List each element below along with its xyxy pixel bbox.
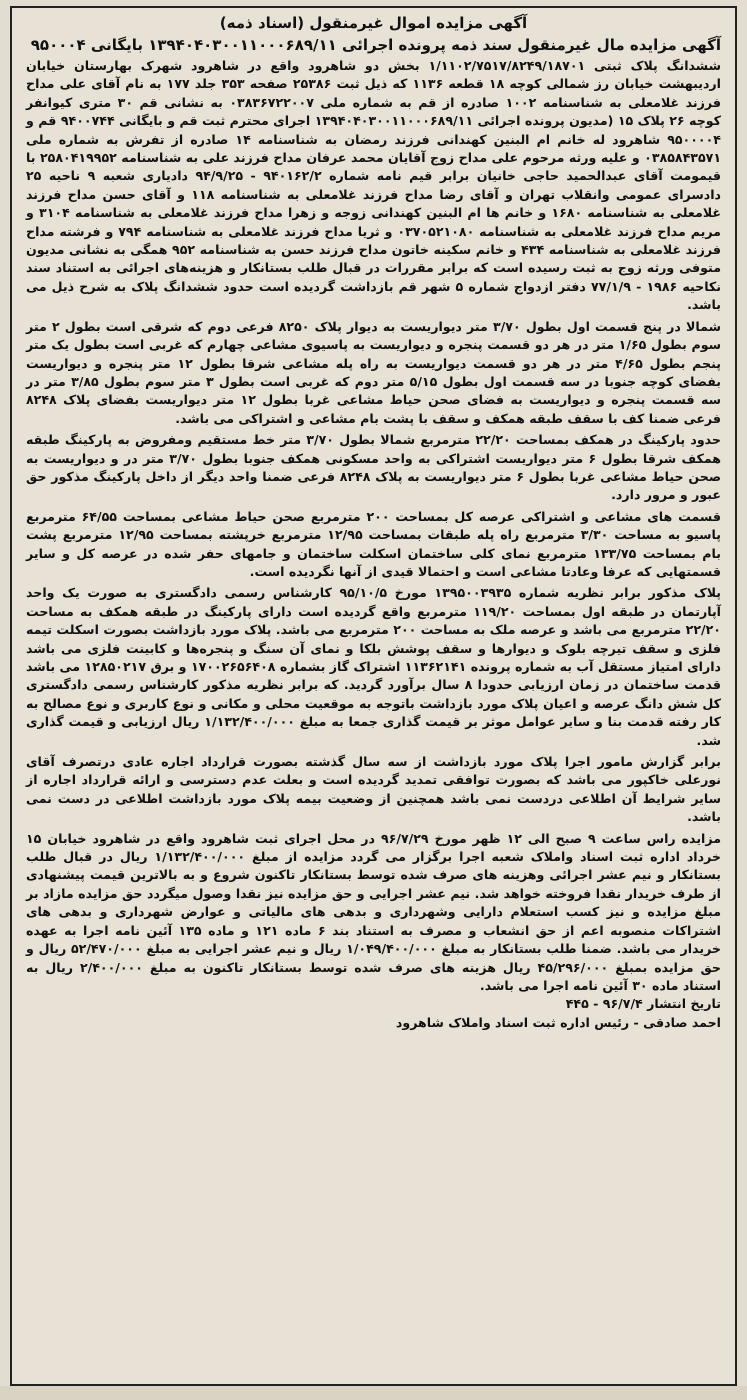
auction-notice [10, 6, 737, 1386]
property-boundaries-paragraph: شمالا در پنج قسمت اول بطول ۳/۷۰ متر دیواریست به دیوار پلاک ۸۲۵۰ فرعی دوم که شرقی است بطول ۲ متر سوم بطول ۱/۶۵ متر در هر دو قسمت پنجره و دیواریست به پاسیوی مشاعی چهارم که غربی است بطول یک متر پنجم بطول ۴/۶۵ متر در هر دو قسمت دیواریست به راه پله مشاعی شرقا بطول ۱۲ متر پنجره و دیواریست بفضای کوچه جنوبا در سه قسمت اول بطول ۵/۱۵ متر دوم که غربی است بطول ۳ متر سوم بطول ۳/۸۵ متر در سه قسمت پنجره و دیواریست به فضای صحن حیاط مشاعی غربا بطول ۱۲ متر دیواریست بفضای پلاک ۸۲۴۸ فرعی ضمنا کف با سقف طبقه همکف و سقف با پشت بام مشاعی و اشتراکی می باشد. [26, 318, 722, 426]
parking-boundaries-paragraph: حدود پارکینگ در همکف بمساحت ۲۲/۲۰ مترمربع شمالا بطول ۳/۷۰ متر خط مستقیم ومفروض به پارکینگ طبقه همکف شرقا بطول ۶ متر دیواریست اشتراکی به واحد مسکونی همکف جنوبا بطول ۳/۷۰ متر در و دیواریست به صحن حیاط مشاعی غربا بطول ۶ متر دیواریست به پلاک ۸۲۴۸ فرعی ضمنا واحد دیگر از داخل پارکینگ مذکور حق عبور و مرور دارد. [26, 432, 721, 503]
common-areas-paragraph: قسمت های مشاعی و اشتراکی عرصه کل بمساحت ۲۰۰ مترمربع صحن حیاط مشاعی بمساحت ۶۴/۵۵ مترمربع پاسیو به مساحت ۳/۳۰ مترمربع راه پله طبقات بمساحت ۱۲/۹۵ مترمربع خرپشته بمساحت ۱۲/۹۵ مترمربع پشت بام بمساحت ۱۳۳/۷۵ مترمربع نمای کلی ساختمان اسکلت ساختمان و جامهای حفر شده در عرصه کل و سایر قسمتهایی که عرفا وعادتا مشاعی است و احتمالا قیدی از آنها نگردیده است. [26, 508, 721, 579]
publish-date: تاریخ انتشار ۹۶/۷/۴ - ۴۴۵ [565, 996, 721, 1012]
auction-terms-paragraph: مزایده راس ساعت ۹ صبح الی ۱۲ ظهر مورخ ۹۶/۷/۲۹ در محل اجرای ثبت شاهرود واقع در شاهرود خیابان ۱۵ خرداد اداره ثبت اسناد واملاک شعبه اجرا برگزار می گردد مزایده از مبلغ ۱/۱۳۲/۴۰۰/۰۰۰ ریال در قبال طلب بستانکار و نیم عشر اجرائی وهزینه های صرف شده توسط بستانکار تاکنون شروع و به بالاترین قیمت پیشنهادی از طرف خریدار نقدا فروخته خواهد شد. نیم عشر اجرایی و حق مزایده نیز نقدا وصول میگردد حق مزایده مازاد بر مبلغ مزایده و نیز کسب استعلام دارایی وشهرداری و بدهی های مالیاتی و عوارض شهرداری و بدهی های اشتراکات منصوبه اعم از حق انشعاب و مصرف به استناد بند ۶ ماده ۱۲۱ و ماده ۱۳۵ آئین نامه اجرا به عهده خریدار می باشد. ضمنا طلب بستانکار به مبلغ ۱/۰۴۹/۴۰۰/۰۰۰ ریال و نیم عشر اجرایی به مبلغ ۵۲/۴۷۰/۰۰۰ ریال و حق مزایده بمبلغ ۴۵/۲۹۶/۰۰۰ ریال هزینه های صرف شده توسط بستانکار تاکنون به مبلغ ۲/۴۰۰/۰۰۰ ریال به استناد ماده ۳۰ آئین نامه اجرا می باشد. [26, 830, 722, 993]
notice-subtitle: آگهی مزایده مال غیرمنقول سند ذمه پرونده اجرائی ۱۳۹۴۰۴۰۳۰۰۱۱۰۰۰۶۸۹/۱۱ بایگانی ۹۵۰۰۰۴ [30, 36, 721, 54]
signature-line: احمد صادقی - رئیس اداره ثبت اسناد واملاک شاهرود [395, 1014, 721, 1030]
next-clipping-edge [0, 1386, 747, 1400]
notice-title: آگهی مزایده اموال غیرمنقول (اسناد ذمه) [219, 14, 528, 32]
appraisal-paragraph: پلاک مذکور برابر نظریه شماره ۱۳۹۵۰۰۳۹۳۵ مورخ ۹۵/۱۰/۵ کارشناس رسمی دادگستری به صورت یک واحد آپارتمان در طبقه اول بمساحت ۱۱۹/۲۰ مترمربع واقع گردیده است دارای پارکینگ در طبقه همکف به مساحت ۲۲/۲۰ مترمربع می باشد و عرصه ملک به مساحت ۲۰۰ مترمربع می باشد. پلاک مورد بازداشت بصورت اسکلت تیمه فلزی و سقف تیرچه بلوک و دیوارها و سقف پوشش بلکا و نمای آن سنگ و پنجره‌ها و کابینت فلزی می باشد دارای امتیاز مستقل آب به شماره پرونده ۱۱۳۶۲۱۴۱ اشتراک گاز بشماره ۱۷۰۰۲۶۵۶۴۰۸ و برق ۱۲۸۵۰۲۱۷ می باشد قدمت ساختمان در زمان ارزیابی حدودا ۸ سال برآورد گردید. که برابر نظریه مذکور کارشناس رسمی دادگستری کل شش دانگ عرصه و اعیان پلاک مورد بازداشت باتوجه به موقعیت محلی و مکانی و نوع کاربری و نوع مصالح به کار رفته قدمت بنا و سایر عوامل موثر بر قیمت گذاری جمعا به مبلغ ۱/۱۳۲/۴۰۰/۰۰۰ ریال ارزیابی و قیمت گذاری شد. [26, 585, 722, 748]
property-description-paragraph: ششدانگ پلاک ثبتی ۱/۱۱۰۲/۷۵۱۷/۸۲۴۹/۱۸۷۰۱ بخش دو شاهرود واقع در شاهرود شهرک بهارستان خیابان اردیبهشت خیابان رز شمالی کوچه ۱۸ قطعه ۱۱۳۶ که ذیل ثبت ۲۵۳۸۶ صفحه ۳۵۳ جلد ۱۷۷ به نام آقای علی مداح فرزند غلامعلی به شناسنامه ۱۰۰۲ صادره از قم به شماره ملی ۰۳۸۳۶۷۲۲۰۰۷ به نشانی قم ۳۰ متری کیوانفر کوچه ۲۶ پلاک ۱۵ (مدیون پرونده اجرائی ۱۳۹۴۰۴۰۳۰۰۱۱۰۰۰۶۸۹/۱۱ اجرای محترم ثبت قم و بایگانی ۹۴۰۰۷۴۴ قم و ۹۵۰۰۰۰۴ شاهرود له خانم ام البنین کهندانی فرزند رمضان به شناسنامه ۱۴ صادره از تفرش به شماره ملی ۰۳۸۵۸۴۳۵۷۱ و علیه ورثه مرحوم علی مداح زوج آقایان محمد عرفان مداح فرزند علی به شناسنامه ۲۵۸۰۴۱۹۹۵۲ با قیمومت آقای عبدالحمید حاجی خانیان برابر قیم نامه شماره ۹۴۰۱۶۲/۲ - ۹۴/۹/۲۵ دادیاری شعبه ۹ ناحیه ۲۵ دادسرای عمومی وانقلاب تهران و آقای رضا مداح فرزند غلامعلی به شناسنامه ۱۱۸ و آقای حسن مداح فرزند غلامعلی به شناسنامه ۱۶۸۰ و خانم ها ام البنین کهندانی زوجه و زهرا مداح فرزند غلامعلی به شناسنامه ۳۱۰۴ و مریم مداح فرزند غلامعلی به شناسنامه ۰۳۷۰۵۲۱۰۸۰ و ثریا مداح فرزند غلامعلی به شناسنامه ۷۹۴ و فرشته مداح فرزند غلامعلی به شناسنامه ۴۳۴ و خانم سکینه خاتون مداح فرزند حسن به شناسنامه ۹۵۲ همگی به نشانی مدیون متوفی ورثه زوج به ثبت رسیده است که برابر مقررات در قبال طلب بستانکار و هزینه‌های اجرائی به استناد سند نکاحیه ۱۹۸۶ - ۷۷/۱/۹ دفتر ازدواج شماره ۵ شهر قم بازداشت گردیده است حدود ششدانگ پلاک به شرح ذیل می باشد. [26, 58, 722, 313]
occupancy-paragraph: برابر گزارش مامور اجرا پلاک مورد بازداشت از سه سال گذشته بصورت قرارداد اجاره عادی درتصرف آقای نورعلی خاکپور می باشد که بصورت توافقی تمدید گردیده است و بعلت عدم دسترسی و ارائه قرارداد اجاره از سایر شرایط آن اطلاعی دردست نمی باشد همچنین از وضعیت بیمه پلاک مورد بازداشت اطلاعی در دست نمی باشد. [26, 754, 721, 825]
